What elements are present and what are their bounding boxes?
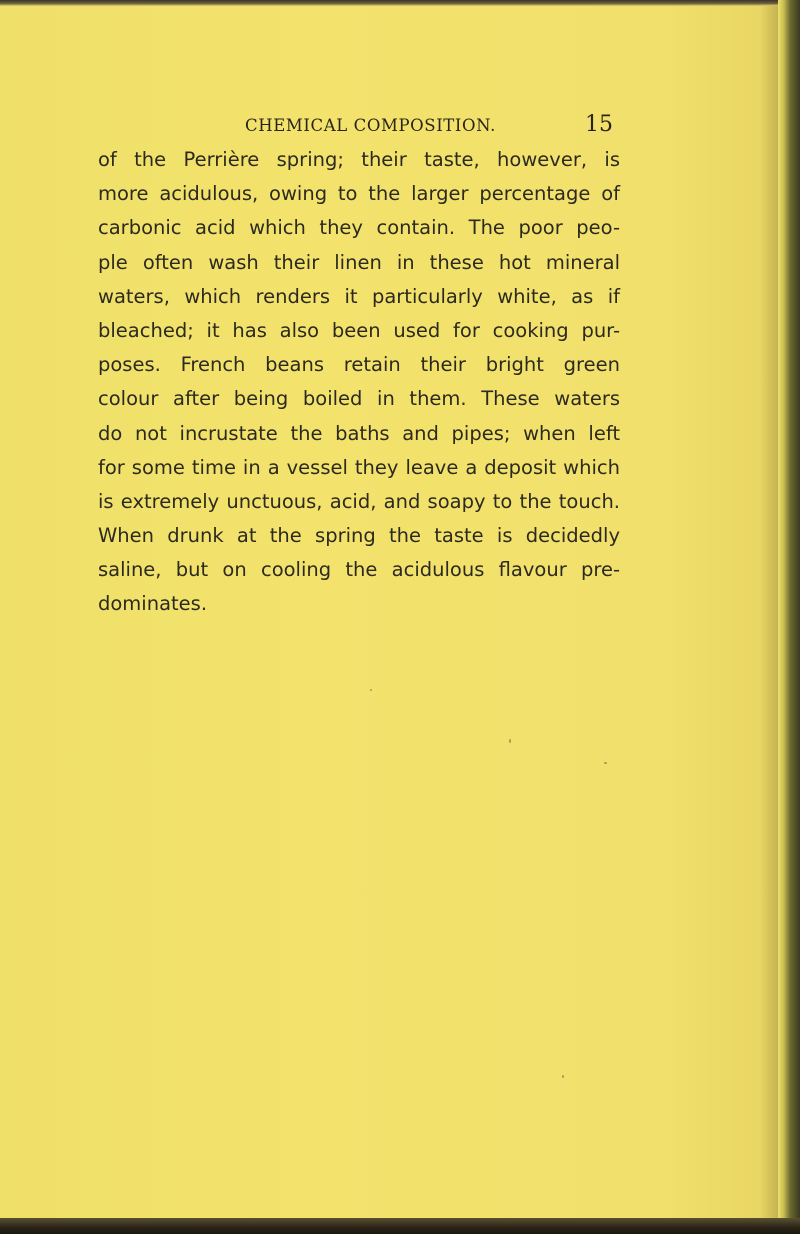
text-line: more acidulous, owing to the larger percentage of <box>98 182 620 206</box>
page-bottom-edge <box>0 1218 800 1234</box>
paper-speck <box>509 739 511 743</box>
body-paragraph <box>98 143 620 622</box>
paper-speck <box>370 689 372 691</box>
paper-speck <box>562 1075 564 1078</box>
text-line: of the Perrière spring; their taste, however, is <box>98 148 620 171</box>
running-head-title: CHEMICAL COMPOSITION. <box>245 116 496 135</box>
paper-speck <box>604 762 607 764</box>
text-line: for some time in a vessel they leave a deposit which <box>98 455 620 479</box>
text-line: When drunk at the spring the taste is decidedly <box>98 524 620 548</box>
page-right-edge <box>778 0 800 1234</box>
text-line: poses. French beans retain their bright green <box>98 353 620 377</box>
text-line: carbonic acid which they contain. The poor peo- <box>98 216 620 240</box>
text-line: do not incrustate the baths and pipes; when left <box>98 421 620 445</box>
text-line: waters, which renders it particularly white, as if <box>98 284 620 308</box>
text-line: ple often wash their linen in these hot mineral <box>98 250 620 274</box>
running-head <box>245 114 623 138</box>
page-number: 15 <box>585 112 613 137</box>
text-line: colour after being boiled in them. These waters <box>98 387 620 411</box>
text-line: dominates. <box>98 592 208 616</box>
text-line: bleached; it has also been used for cooking pur- <box>98 318 620 342</box>
text-line: saline, but on cooling the acidulous flavour pre- <box>98 558 620 582</box>
text-line: is extremely unctuous, acid, and soapy to the touch. <box>98 489 620 513</box>
